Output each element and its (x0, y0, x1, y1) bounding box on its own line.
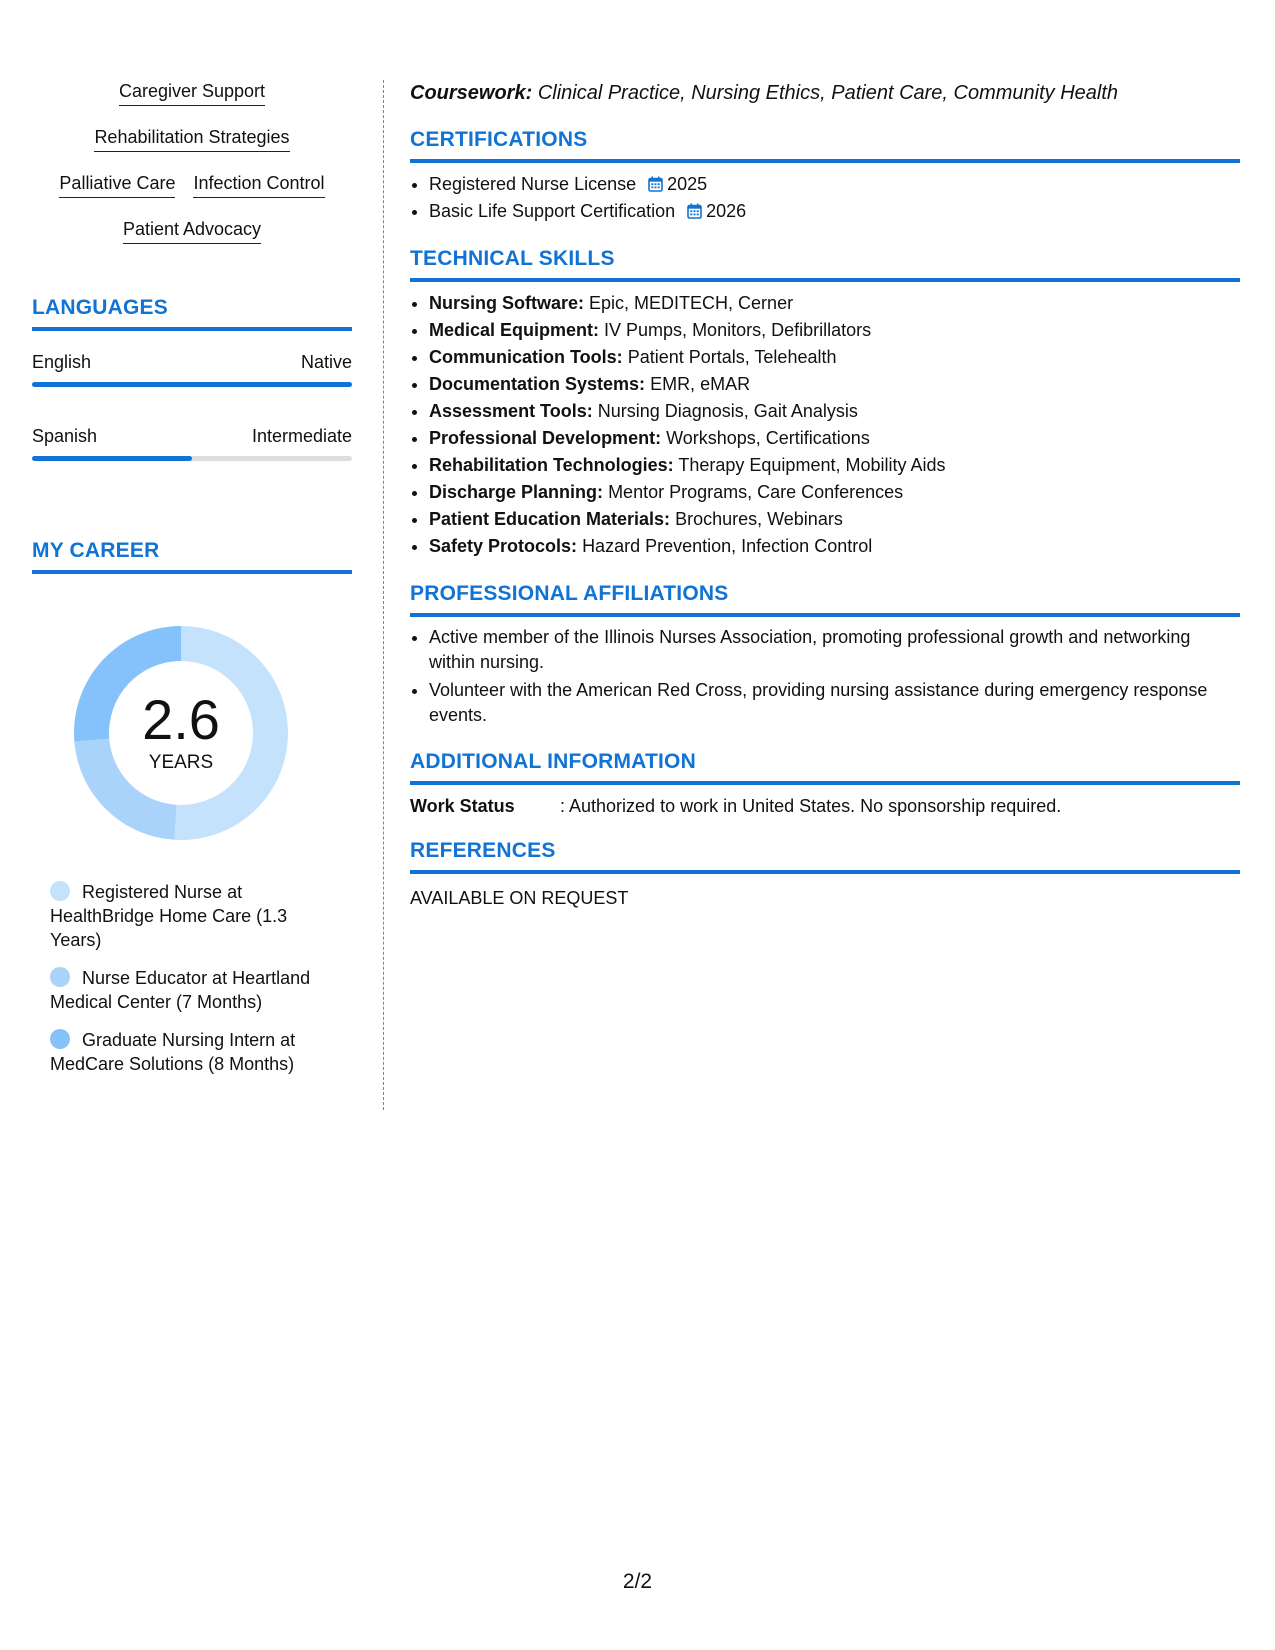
left-column (32, 80, 352, 1090)
skill-value: Mentor Programs, Care Conferences (608, 482, 904, 502)
affiliations-section (410, 582, 1240, 728)
section-rule (410, 159, 1240, 163)
language-item (32, 351, 352, 387)
certification-year: 2025 (667, 174, 708, 194)
skill-item (429, 533, 1240, 560)
section-rule (410, 781, 1240, 785)
career-legend (50, 880, 340, 1076)
skill-tag: Palliative Care (59, 172, 175, 198)
skill-tag: Patient Advocacy (123, 218, 261, 244)
skill-item (429, 371, 1240, 398)
certifications-section (410, 128, 1240, 225)
legend-dot (50, 967, 70, 987)
coursework-value: Clinical Practice, Nursing Ethics, Patient Care, Community Health (537, 82, 1119, 104)
legend-item (50, 1028, 340, 1076)
tag-row (32, 218, 352, 244)
legend-item (50, 880, 340, 952)
section-heading: LANGUAGES (32, 296, 168, 319)
skill-label: Assessment Tools: (429, 401, 593, 421)
skill-item (429, 452, 1240, 479)
legend-item (50, 966, 340, 1014)
skill-tag: Caregiver Support (119, 80, 265, 106)
references-section (410, 839, 1240, 909)
certification-name: Registered Nurse License (429, 174, 637, 194)
certification-list (410, 171, 1240, 225)
legend-dot (50, 1029, 70, 1049)
career-donut (66, 618, 296, 848)
work-status-label: Work Status (410, 796, 515, 816)
section-rule (410, 613, 1240, 617)
skill-value: Hazard Prevention, Infection Control (582, 536, 873, 556)
skill-tag: Infection Control (193, 172, 324, 198)
section-rule (32, 570, 352, 574)
skill-label: Safety Protocols: (429, 536, 578, 556)
skill-item (429, 506, 1240, 533)
language-item (32, 425, 352, 461)
tag-row (32, 80, 352, 106)
column-divider (383, 80, 384, 1110)
coursework-line (410, 80, 1240, 106)
language-bar-fill (32, 382, 352, 387)
section-heading: ADDITIONAL INFORMATION (410, 750, 696, 773)
certification-year: 2026 (706, 201, 747, 221)
technical-skills-list (410, 290, 1240, 560)
calendar-icon (687, 203, 702, 219)
skill-item (429, 290, 1240, 317)
calendar-icon (648, 176, 663, 192)
section-heading: CERTIFICATIONS (410, 128, 588, 151)
skill-label: Patient Education Materials: (429, 509, 671, 529)
section-heading: MY CAREER (32, 539, 160, 562)
legend-text: Nurse Educator at Heartland Medical Center (7 Months) (50, 968, 311, 1012)
section-heading: REFERENCES (410, 839, 556, 862)
section-rule (32, 327, 352, 331)
skill-value: IV Pumps, Monitors, Defibrillators (604, 320, 872, 340)
skill-label: Discharge Planning: (429, 482, 604, 502)
skill-value: EMR, eMAR (650, 374, 751, 394)
section-heading: TECHNICAL SKILLS (410, 247, 615, 270)
references-text: AVAILABLE ON REQUEST (410, 888, 629, 908)
legend-dot (50, 881, 70, 901)
right-column (410, 80, 1240, 909)
skill-tag: Rehabilitation Strategies (94, 126, 289, 152)
page-number: 2/2 (622, 1570, 653, 1593)
affiliations-list (410, 625, 1240, 728)
languages-section (32, 296, 352, 461)
section-heading: PROFESSIONAL AFFILIATIONS (410, 582, 729, 605)
career-unit: YEARS (148, 752, 214, 773)
language-bar (32, 456, 352, 461)
skill-value: Therapy Equipment, Mobility Aids (678, 455, 946, 475)
language-name: Spanish (32, 426, 98, 446)
language-level: Intermediate (251, 426, 352, 446)
legend-text: Graduate Nursing Intern at MedCare Solutions (8 Months) (50, 1030, 296, 1074)
tag-row (32, 172, 352, 198)
skill-value: Epic, MEDITECH, Cerner (589, 293, 794, 313)
certification-item (429, 198, 1240, 225)
affiliation-item: • Active member of the Illinois Nurses Association, promoting professional growth and networking within nursing. (429, 625, 1240, 675)
skill-item (429, 425, 1240, 452)
affiliation-item: • Volunteer with the American Red Cross, providing nursing assistance during emergency response events. (429, 678, 1240, 728)
career-section (32, 539, 352, 1076)
skill-label: Documentation Systems: (429, 374, 646, 394)
work-status-row (410, 795, 1240, 817)
skill-label: Rehabilitation Technologies: (429, 455, 674, 475)
legend-text: Registered Nurse at HealthBridge Home Care (1.3 Years) (50, 882, 288, 950)
skill-item (429, 317, 1240, 344)
section-rule (410, 870, 1240, 874)
work-status-value: : Authorized to work in United States. No sponsorship required. (560, 796, 1062, 816)
skill-value: Workshops, Certifications (666, 428, 870, 448)
language-name: English (32, 352, 92, 372)
skill-item (429, 398, 1240, 425)
language-bar-fill (32, 456, 192, 461)
skill-value: Nursing Diagnosis, Gait Analysis (597, 401, 858, 421)
technical-skills-section (410, 247, 1240, 560)
skill-label: Professional Development: (429, 428, 662, 448)
certification-item (429, 171, 1240, 198)
coursework-label: Coursework: (410, 82, 533, 104)
skill-tags (32, 80, 352, 244)
tag-row (32, 126, 352, 152)
skill-value: Brochures, Webinars (675, 509, 843, 529)
skill-item (429, 479, 1240, 506)
language-bar (32, 382, 352, 387)
additional-info-section (410, 750, 1240, 817)
skill-item (429, 344, 1240, 371)
section-rule (410, 278, 1240, 282)
skill-label: Communication Tools: (429, 347, 623, 367)
certification-name: Basic Life Support Certification (429, 201, 676, 221)
language-level: Native (300, 352, 352, 372)
skill-value: Patient Portals, Telehealth (627, 347, 837, 367)
skill-label: Medical Equipment: (429, 320, 600, 340)
skill-label: Nursing Software: (429, 293, 585, 313)
career-total: 2.6 (142, 688, 220, 751)
